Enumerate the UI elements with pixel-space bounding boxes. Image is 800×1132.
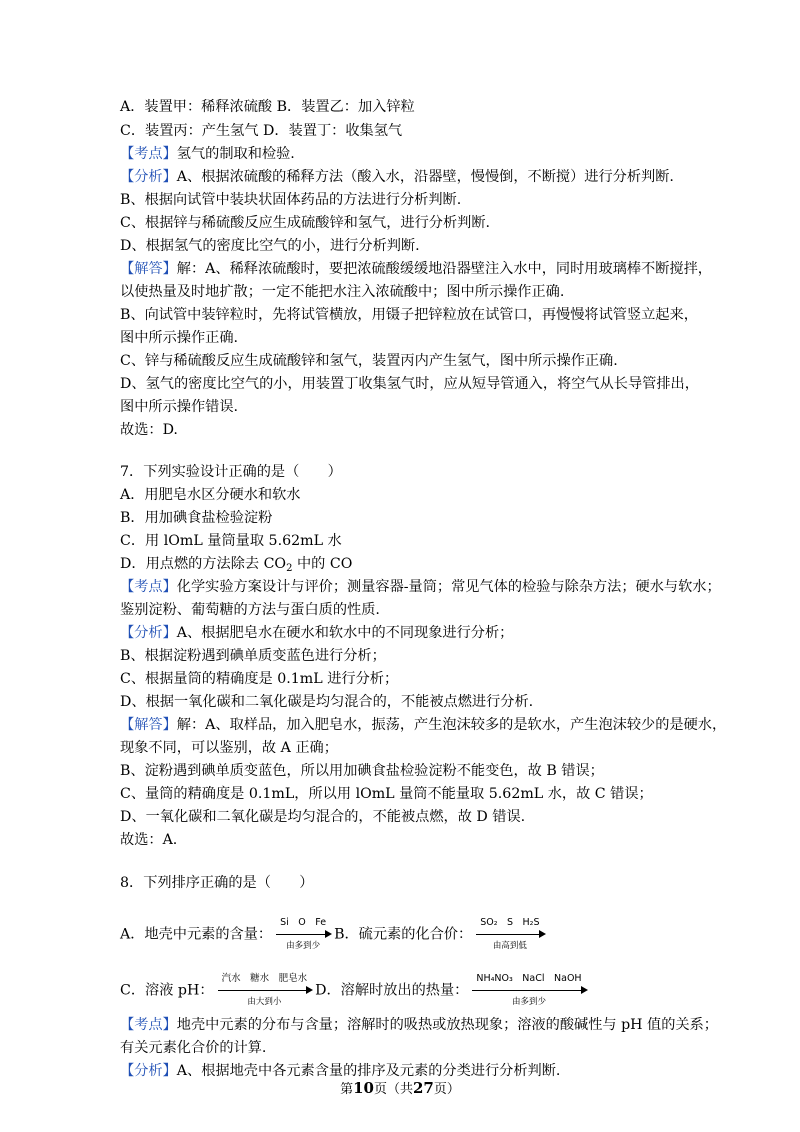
answer-line: 故选：A.: [120, 832, 178, 848]
text-line: 鉴别淀粉、葡萄糖的方法与蛋白质的性质.: [120, 602, 380, 618]
text-line: 图中所示操作错误.: [120, 399, 239, 415]
arrow-bottom-text: 由多到少: [286, 941, 321, 951]
text-line: B、淀粉遇到碘单质变蓝色，所以用加碘食盐检验淀粉不能变色，故 B 错误；: [120, 763, 604, 779]
line-text: 化学实验方案设计与评价；测量容器-量筒；常见气体的检验与除杂方法；硬水与软水；: [176, 579, 721, 595]
arrow-icon: [476, 934, 543, 935]
text-line: 以使热量及时地扩散；一定不能把水注入浓硫酸中；图中所示操作正确.: [120, 284, 565, 300]
text-line: D、一氧化碳和二氧化碳是均匀混合的，不能被点燃，故 D 错误.: [120, 809, 526, 825]
sequence-arrow: [218, 968, 312, 1013]
text-line: 图中所示操作正确.: [120, 330, 239, 346]
arrow-top-text: SO₂ S H₂S: [480, 917, 540, 928]
fenxi-line: [120, 1060, 560, 1082]
arrow-top-text: Si O Fe: [280, 917, 327, 928]
text-line: 有关元素化合价的计算.: [120, 1040, 267, 1056]
question-7-stem: 7．下列实验设计正确的是（ ）: [120, 464, 342, 480]
line-text: A、根据地壳中各元素含量的排序及元素的分类进行分析判断.: [176, 1063, 561, 1079]
tag-kaodian: 【考点】: [120, 1017, 177, 1033]
line-text: 氢气的制取和检验.: [176, 146, 295, 162]
arrow-bottom-text: 由多到少: [511, 997, 546, 1007]
tag-kaodian: 【考点】: [120, 146, 177, 162]
line-text: 中的 CO: [292, 556, 353, 572]
text-line: D、氢气的密度比空气的小，用装置丁收集氢气时，应从短导管通入，将空气从长导管排出，: [120, 376, 699, 392]
option-line: A．用肥皂水区分硬水和软水: [120, 487, 301, 503]
jieda-line: [120, 714, 726, 736]
option-b-label: B．硫元素的化合价：: [334, 926, 473, 943]
option-line: B．用加碘食盐检验淀粉: [120, 510, 273, 526]
tag-jieda: 【解答】: [120, 717, 177, 733]
answer-line: 故选：D.: [120, 422, 178, 438]
fenxi-line: [120, 166, 674, 188]
option-line: C．装置丙：产生氢气 D．装置丁：收集氢气: [120, 123, 403, 139]
option-a-label: A．地壳中元素的含量：: [120, 926, 273, 943]
footer-text: 第: [340, 1082, 354, 1097]
sequence-arrow: [276, 912, 330, 957]
question-8-stem: 8．下列排序正确的是（ ）: [120, 875, 314, 891]
option-line: A．装置甲：稀释浓硫酸 B．装置乙：加入锌粒: [120, 99, 415, 115]
sequence-arrow: [472, 968, 585, 1013]
arrow-top-text: 汽水 糖水 肥皂水: [221, 973, 308, 984]
text-line: D、根据一氧化碳和二氧化碳是均匀混合的，不能被点燃进行分析.: [120, 694, 534, 710]
option-d-label: D．溶解时放出的热量：: [315, 982, 469, 999]
option-line: [120, 968, 590, 1013]
arrow-bottom-text: 由高到低: [492, 941, 527, 951]
arrow-bottom-text: 由大到小: [247, 997, 282, 1007]
text-line: C、量筒的精确度是 0.1mL，所以用 lOmL 量筒不能量取 5.62mL 水，故 C 错误；: [120, 786, 653, 802]
fenxi-line: [120, 622, 513, 644]
arrow-icon: [218, 990, 312, 991]
kaodian-line: [120, 1014, 718, 1036]
line-text: 解：A、取样品，加入肥皂水，振荡，产生泡沫较多的是软水，产生泡沫较少的是硬水，: [176, 717, 727, 733]
arrow-icon: [276, 934, 330, 935]
kaodian-line: [120, 576, 721, 598]
tag-kaodian: 【考点】: [120, 579, 177, 595]
arrow-top-text: NH₄NO₃ NaCl NaOH: [476, 973, 582, 984]
tag-fenxi: 【分析】: [120, 169, 177, 185]
option-line: [120, 553, 352, 575]
text-line: D、根据氢气的密度比空气的小，进行分析判断.: [120, 238, 420, 254]
subscript: 2: [286, 563, 293, 574]
sequence-arrow: [476, 912, 543, 957]
line-text: A、根据浓硫酸的稀释方法（酸入水，沿器壁，慢慢倒，不断搅）进行分析判断.: [176, 169, 674, 185]
option-c-label: C．溶液 pH：: [120, 982, 214, 999]
text-line: C、根据锌与稀硫酸反应生成硫酸锌和氢气，进行分析判断.: [120, 215, 491, 231]
arrow-icon: [472, 990, 585, 991]
footer-text: 页）: [433, 1082, 460, 1097]
footer-text: 页（共: [373, 1082, 413, 1097]
page-number: 10: [353, 1079, 374, 1097]
text-line: 现象不同，可以鉴别，故 A 正确；: [120, 740, 338, 756]
line-text: A、根据肥皂水在硬水和软水中的不同现象进行分析；: [176, 625, 514, 641]
page-total: 27: [413, 1079, 434, 1097]
jieda-line: [120, 258, 712, 280]
tag-fenxi: 【分析】: [120, 625, 177, 641]
line-text: 解：A、稀释浓硫酸时，要把浓硫酸缓缓地沿器壁注入水中，同时用玻璃棒不断搅拌，: [176, 261, 712, 277]
text-line: B、向试管中装锌粒时，先将试管横放，用镊子把锌粒放在试管口，再慢慢将试管竖立起来，: [120, 307, 698, 323]
line-text: D．用点燃的方法除去 CO: [120, 556, 287, 572]
option-line: [120, 912, 548, 957]
kaodian-line: [120, 143, 295, 165]
text-line: C、锌与稀硫酸反应生成硫酸锌和氢气，装置丙内产生氢气，图中所示操作正确.: [120, 353, 618, 369]
text-line: B、根据淀粉遇到碘单质变蓝色进行分析；: [120, 648, 386, 664]
text-line: B、根据向试管中装块状固体药品的方法进行分析判断.: [120, 192, 462, 208]
tag-jieda: 【解答】: [120, 261, 177, 277]
line-text: 地壳中元素的分布与含量；溶解时的吸热或放热现象；溶液的酸碱性与 pH 值的关系；: [176, 1017, 718, 1033]
text-line: C、根据量筒的精确度是 0.1mL 进行分析；: [120, 671, 399, 687]
option-line: C．用 lOmL 量筒量取 5.62mL 水: [120, 533, 342, 549]
tag-fenxi: 【分析】: [120, 1063, 177, 1079]
